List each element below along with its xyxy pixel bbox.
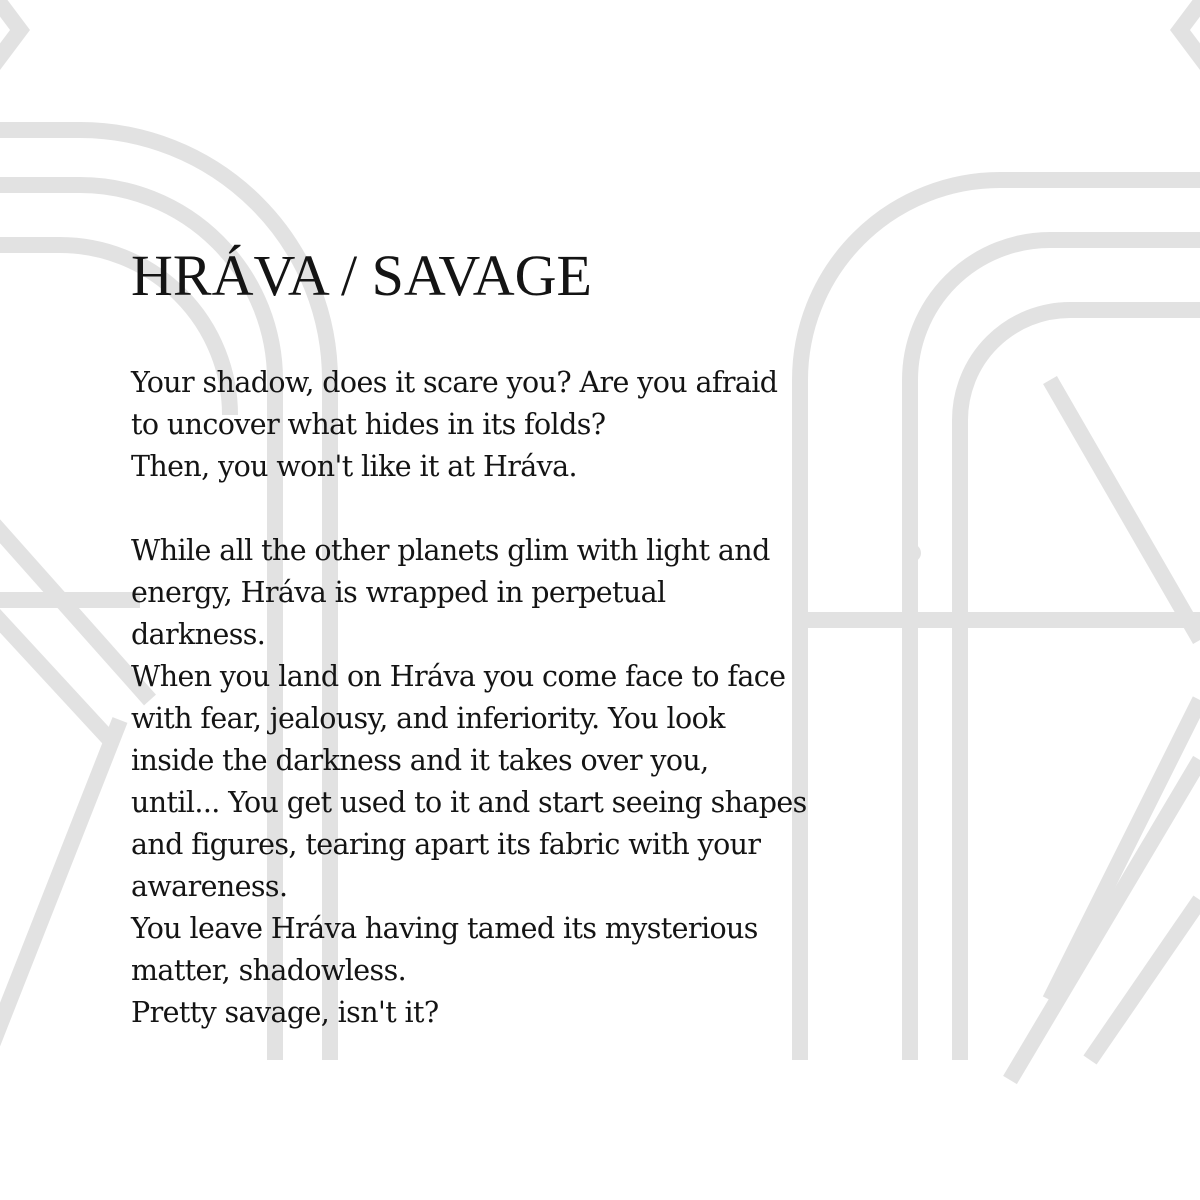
text-line: to uncover what hides in its folds? xyxy=(131,408,606,441)
text-line: matter, shadowless. xyxy=(131,954,407,987)
text-line: Then, you won't like it at Hráva. xyxy=(131,450,578,483)
text-line: Your shadow, does it scare you? Are you afraid xyxy=(131,366,778,399)
left-diagonal-c xyxy=(0,720,120,1050)
paragraph-story xyxy=(131,530,951,1034)
text-line: awareness. xyxy=(131,870,288,903)
right-diagonal-b xyxy=(1050,700,1200,1000)
text-line: While all the other planets glim with light and xyxy=(131,534,770,567)
text-line: until... You get used to it and start seeing shapes xyxy=(131,786,807,819)
left-diagonal-a xyxy=(0,520,150,700)
text-line: and figures, tearing apart its fabric with your xyxy=(131,828,761,861)
text-line: When you land on Hráva you come face to face xyxy=(131,660,786,693)
top-right-chevron xyxy=(1180,0,1200,70)
article xyxy=(131,236,951,1034)
right-diagonal-a xyxy=(1050,380,1200,640)
text-line: inside the darkness and it takes over you, xyxy=(131,744,709,777)
page-title: HRÁVA / SAVAGE xyxy=(131,243,592,308)
text-line: with fear, jealousy, and inferiority. You look xyxy=(131,702,725,735)
text-line: darkness. xyxy=(131,618,266,651)
text-line: Pretty savage, isn't it? xyxy=(131,996,439,1029)
body-text xyxy=(131,362,951,1034)
paragraph-spacer xyxy=(131,488,951,530)
top-left-chevron xyxy=(0,0,20,70)
paragraph-intro xyxy=(131,362,951,488)
text-line: You leave Hráva having tamed its mysterious xyxy=(131,912,758,945)
text-line: energy, Hráva is wrapped in perpetual xyxy=(131,576,666,609)
